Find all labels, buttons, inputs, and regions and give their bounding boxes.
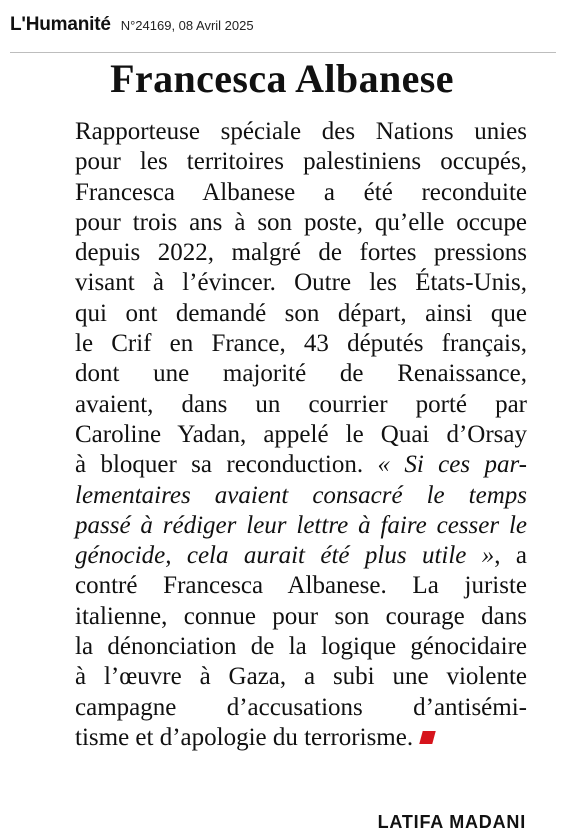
header-divider: [10, 52, 556, 53]
body-text-roman: , a: [494, 542, 527, 570]
body-line: à l’œuvre à Gaza, a subi une violente: [75, 663, 527, 691]
quote-line: lementaires avaient consacré le temps: [75, 481, 527, 509]
body-line: Rapporteuse spéciale des Nations unies: [75, 118, 527, 145]
quote-line: passé à rédiger leur lettre à faire cesser le: [75, 511, 527, 539]
body-line: la dénonciation de la logique génocidaire: [75, 633, 527, 661]
article-title: Francesca Albanese: [110, 56, 454, 101]
body-line: depuis 2022, malgré de fortes pressions: [75, 239, 527, 267]
body-line: qui ont demandé son départ, ainsi que: [75, 299, 527, 327]
body-line: avaient, dans un courrier porté par: [75, 390, 527, 418]
body-line: campagne d’accusations d’antisémi-: [75, 693, 527, 721]
body-line: visant à l’évincer. Outre les États-Unis,: [75, 269, 527, 297]
newspaper-masthead: L'Humanité: [10, 14, 111, 35]
quote-text: « Si ces par-: [377, 451, 528, 479]
last-line-text: tisme et d’apologie du terrorisme.: [75, 723, 414, 751]
article-body: [75, 117, 527, 753]
quote-text: génocide, cela aurait été plus utile »: [75, 542, 495, 570]
body-line-last: [75, 723, 527, 753]
body-line: dont une majorité de Renaissance,: [75, 360, 527, 388]
body-line: italienne, connue pour son courage dans: [75, 602, 527, 630]
body-line: pour trois ans à son poste, qu’elle occupe: [75, 208, 527, 236]
body-line-quote-end: [75, 541, 527, 571]
body-line: le Crif en France, 43 députés français,: [75, 330, 527, 358]
body-line: Francesca Albanese a été reconduite: [75, 178, 527, 206]
body-line-quote-start: [75, 450, 527, 480]
issue-info: N°24169, 08 Avril 2025: [120, 18, 254, 33]
body-line: contré Francesca Albanese. La juriste: [75, 572, 527, 600]
body-text-roman: à bloquer sa reconduction.: [75, 451, 378, 479]
author-byline: LATIFA MADANI: [377, 812, 526, 832]
page-header: [10, 14, 556, 36]
body-line: pour les territoires palestiniens occupés,: [75, 148, 527, 176]
body-line: Caroline Yadan, appelé le Quai d’Orsay: [75, 420, 527, 448]
end-of-article-mark-icon: [419, 731, 435, 744]
